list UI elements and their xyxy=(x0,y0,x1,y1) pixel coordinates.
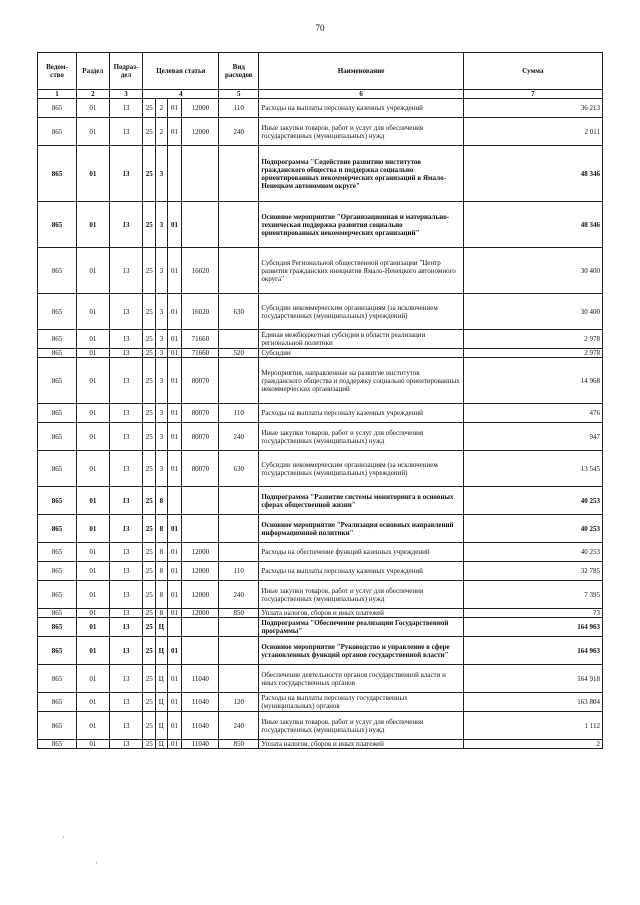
cell-subprogram: 8 xyxy=(156,515,168,543)
cell-direction: 80070 xyxy=(182,423,219,451)
cell-vid-rashodov xyxy=(219,248,259,294)
cell-podrazdel: 13 xyxy=(109,618,143,637)
cell-direction: 12000 xyxy=(182,99,219,118)
cell-vedomstvo: 865 xyxy=(38,404,77,423)
table-row xyxy=(38,451,603,487)
cell-summa: 2 011 xyxy=(463,118,602,146)
cell-summa: 40 253 xyxy=(463,543,602,562)
header-razdel: Раздел xyxy=(76,53,109,90)
cell-direction: 71660 xyxy=(182,349,219,358)
cell-vedomstvo: 865 xyxy=(38,358,77,404)
cell-program: 25 xyxy=(143,146,156,202)
cell-vedomstvo: 865 xyxy=(38,202,77,248)
cell-razdel: 01 xyxy=(76,451,109,487)
table-row xyxy=(38,146,603,202)
cell-event: 01 xyxy=(167,693,182,712)
cell-vedomstvo: 865 xyxy=(38,118,77,146)
cell-razdel: 01 xyxy=(76,515,109,543)
cell-vedomstvo: 865 xyxy=(38,146,77,202)
cell-direction: 11040 xyxy=(182,665,219,693)
cell-vedomstvo: 865 xyxy=(38,248,77,294)
cell-direction: 16020 xyxy=(182,248,219,294)
cell-summa: 14 968 xyxy=(463,358,602,404)
table-row xyxy=(38,294,603,330)
cell-podrazdel: 13 xyxy=(109,609,143,618)
cell-vedomstvo: 865 xyxy=(38,562,77,581)
cell-event xyxy=(167,146,182,202)
cell-naimenovanie: Подпрограмма "Обеспечение реализации Государственной программы" xyxy=(259,618,463,637)
cell-event: 01 xyxy=(167,451,182,487)
cell-subprogram: 3 xyxy=(156,146,168,202)
cell-subprogram: 8 xyxy=(156,543,168,562)
cell-subprogram: 3 xyxy=(156,349,168,358)
cell-program: 25 xyxy=(143,515,156,543)
table-row xyxy=(38,515,603,543)
table-row xyxy=(38,248,603,294)
cell-direction: 12000 xyxy=(182,118,219,146)
column-number: 4 xyxy=(143,90,219,99)
cell-naimenovanie: Иные закупки товаров, работ и услуг для обеспечения государственных (муниципальных) нужд xyxy=(259,712,463,740)
cell-summa: 476 xyxy=(463,404,602,423)
cell-razdel: 01 xyxy=(76,349,109,358)
table-row xyxy=(38,330,603,349)
header-podrazdel: Подраз-дел xyxy=(109,53,143,90)
scan-mark: · xyxy=(62,832,65,842)
budget-table xyxy=(37,52,603,749)
cell-summa: 48 346 xyxy=(463,202,602,248)
table-row xyxy=(38,423,603,451)
cell-program: 25 xyxy=(143,404,156,423)
column-number: 6 xyxy=(259,90,463,99)
table-row xyxy=(38,543,603,562)
cell-summa: 30 400 xyxy=(463,294,602,330)
cell-subprogram: 3 xyxy=(156,404,168,423)
cell-vid-rashodov xyxy=(219,358,259,404)
cell-direction: 12000 xyxy=(182,562,219,581)
cell-program: 25 xyxy=(143,543,156,562)
cell-vedomstvo: 865 xyxy=(38,665,77,693)
cell-naimenovanie: Уплата налогов, сборов и иных платежей xyxy=(259,609,463,618)
header-vid-rashodov: Вид расходов xyxy=(219,53,259,90)
cell-naimenovanie: Субсидии некоммерческим организациям (за исключением государственных (муниципальных) учреждений) xyxy=(259,451,463,487)
cell-naimenovanie: Мероприятия, направленные на развитие институтов гражданского общества и поддержку социально ориентированных некоммерческих организаций xyxy=(259,358,463,404)
cell-razdel: 01 xyxy=(76,543,109,562)
cell-vid-rashodov: 120 xyxy=(219,693,259,712)
cell-summa: 40 253 xyxy=(463,487,602,515)
cell-vid-rashodov: 520 xyxy=(219,349,259,358)
cell-razdel: 01 xyxy=(76,740,109,749)
cell-podrazdel: 13 xyxy=(109,118,143,146)
cell-summa: 947 xyxy=(463,423,602,451)
cell-subprogram: 3 xyxy=(156,294,168,330)
cell-subprogram: 3 xyxy=(156,451,168,487)
cell-direction: 80070 xyxy=(182,358,219,404)
scan-mark: · xyxy=(95,858,98,868)
cell-event: 01 xyxy=(167,740,182,749)
cell-direction: 12000 xyxy=(182,581,219,609)
cell-razdel: 01 xyxy=(76,581,109,609)
cell-program: 25 xyxy=(143,118,156,146)
cell-direction: 11040 xyxy=(182,712,219,740)
cell-naimenovanie: Расходы на выплаты персоналу государственных (муниципальных) органов xyxy=(259,693,463,712)
cell-subprogram: 8 xyxy=(156,562,168,581)
cell-program: 25 xyxy=(143,609,156,618)
cell-event: 01 xyxy=(167,609,182,618)
cell-program: 25 xyxy=(143,451,156,487)
cell-subprogram: 3 xyxy=(156,330,168,349)
cell-direction xyxy=(182,637,219,665)
cell-podrazdel: 13 xyxy=(109,693,143,712)
header-row xyxy=(38,53,603,90)
cell-vid-rashodov xyxy=(219,665,259,693)
cell-event: 01 xyxy=(167,562,182,581)
cell-vedomstvo: 865 xyxy=(38,740,77,749)
table-row xyxy=(38,99,603,118)
table-row xyxy=(38,618,603,637)
cell-naimenovanie: Расходы на выплаты персоналу казенных учреждений xyxy=(259,562,463,581)
cell-subprogram: Ц xyxy=(156,637,168,665)
cell-program: 25 xyxy=(143,294,156,330)
cell-razdel: 01 xyxy=(76,562,109,581)
table-row xyxy=(38,665,603,693)
cell-subprogram: Ц xyxy=(156,618,168,637)
cell-subprogram: 8 xyxy=(156,581,168,609)
cell-podrazdel: 13 xyxy=(109,423,143,451)
cell-razdel: 01 xyxy=(76,146,109,202)
cell-event: 01 xyxy=(167,404,182,423)
cell-vid-rashodov: 240 xyxy=(219,423,259,451)
cell-program: 25 xyxy=(143,423,156,451)
cell-podrazdel: 13 xyxy=(109,358,143,404)
cell-razdel: 01 xyxy=(76,665,109,693)
cell-podrazdel: 13 xyxy=(109,637,143,665)
cell-razdel: 01 xyxy=(76,712,109,740)
cell-direction: 11040 xyxy=(182,740,219,749)
cell-naimenovanie: Подпрограмма "Содействие развитию институтов гражданского общества и поддержка социально ориентированных некоммерческих организаций в Ямало-Ненецком автономном округе" xyxy=(259,146,463,202)
cell-summa: 2 978 xyxy=(463,330,602,349)
cell-razdel: 01 xyxy=(76,693,109,712)
cell-subprogram: Ц xyxy=(156,665,168,693)
cell-naimenovanie: Субсидии некоммерческим организациям (за исключением государственных (муниципальных) учреждений) xyxy=(259,294,463,330)
cell-direction: 12000 xyxy=(182,543,219,562)
cell-program: 25 xyxy=(143,665,156,693)
cell-direction xyxy=(182,487,219,515)
cell-subprogram: 3 xyxy=(156,358,168,404)
cell-razdel: 01 xyxy=(76,99,109,118)
cell-podrazdel: 13 xyxy=(109,248,143,294)
cell-razdel: 01 xyxy=(76,202,109,248)
cell-summa: 1 112 xyxy=(463,712,602,740)
cell-program: 25 xyxy=(143,637,156,665)
cell-vid-rashodov xyxy=(219,487,259,515)
cell-podrazdel: 13 xyxy=(109,404,143,423)
cell-direction xyxy=(182,618,219,637)
cell-podrazdel: 13 xyxy=(109,562,143,581)
cell-vedomstvo: 865 xyxy=(38,712,77,740)
cell-vedomstvo: 865 xyxy=(38,487,77,515)
cell-program: 25 xyxy=(143,562,156,581)
cell-vid-rashodov xyxy=(219,146,259,202)
header-celevaya-statya: Целевая статья xyxy=(143,53,219,90)
cell-razdel: 01 xyxy=(76,294,109,330)
cell-naimenovanie: Основное мероприятие "Реализация основных направлений информационной политики" xyxy=(259,515,463,543)
cell-vid-rashodov: 240 xyxy=(219,581,259,609)
cell-naimenovanie: Расходы на выплаты персоналу казенных учреждений xyxy=(259,404,463,423)
cell-podrazdel: 13 xyxy=(109,581,143,609)
cell-summa: 7 395 xyxy=(463,581,602,609)
table-row xyxy=(38,118,603,146)
cell-naimenovanie: Иные закупки товаров, работ и услуг для обеспечения государственных (муниципальных) нужд xyxy=(259,423,463,451)
cell-subprogram: Ц xyxy=(156,740,168,749)
cell-naimenovanie: Субсидии xyxy=(259,349,463,358)
column-number: 5 xyxy=(219,90,259,99)
cell-vid-rashodov xyxy=(219,618,259,637)
cell-summa: 164 963 xyxy=(463,618,602,637)
cell-vid-rashodov: 240 xyxy=(219,118,259,146)
cell-summa: 36 213 xyxy=(463,99,602,118)
cell-program: 25 xyxy=(143,99,156,118)
cell-event xyxy=(167,487,182,515)
cell-vedomstvo: 865 xyxy=(38,515,77,543)
cell-podrazdel: 13 xyxy=(109,349,143,358)
table-row xyxy=(38,609,603,618)
cell-naimenovanie: Уплата налогов, сборов и иных платежей xyxy=(259,740,463,749)
cell-podrazdel: 13 xyxy=(109,330,143,349)
cell-vedomstvo: 865 xyxy=(38,451,77,487)
cell-razdel: 01 xyxy=(76,248,109,294)
cell-razdel: 01 xyxy=(76,404,109,423)
cell-vedomstvo: 865 xyxy=(38,330,77,349)
cell-podrazdel: 13 xyxy=(109,740,143,749)
cell-summa: 30 400 xyxy=(463,248,602,294)
table-row xyxy=(38,202,603,248)
table-row xyxy=(38,712,603,740)
cell-direction: 11040 xyxy=(182,693,219,712)
cell-vedomstvo: 865 xyxy=(38,294,77,330)
cell-vid-rashodov xyxy=(219,202,259,248)
cell-direction: 12000 xyxy=(182,609,219,618)
cell-naimenovanie: Иные закупки товаров, работ и услуг для обеспечения государственных (муниципальных) нужд xyxy=(259,581,463,609)
column-number: 1 xyxy=(38,90,77,99)
cell-vid-rashodov: 110 xyxy=(219,562,259,581)
cell-direction: 80070 xyxy=(182,404,219,423)
cell-subprogram: 2 xyxy=(156,99,168,118)
cell-vedomstvo: 865 xyxy=(38,609,77,618)
cell-direction xyxy=(182,515,219,543)
cell-summa: 164 963 xyxy=(463,637,602,665)
cell-program: 25 xyxy=(143,358,156,404)
cell-summa: 2 978 xyxy=(463,349,602,358)
cell-vedomstvo: 865 xyxy=(38,423,77,451)
cell-naimenovanie: Единая межбюджетная субсидия в области реализации региональной политики xyxy=(259,330,463,349)
header-vedomstvo: Ведом-ство xyxy=(38,53,77,90)
cell-naimenovanie: Субсидия Региональной общественной организации "Центр развития гражданских инициатив Ямало-Ненецкого автономного округа" xyxy=(259,248,463,294)
cell-event: 01 xyxy=(167,248,182,294)
cell-event: 01 xyxy=(167,99,182,118)
cell-razdel: 01 xyxy=(76,358,109,404)
cell-program: 25 xyxy=(143,330,156,349)
cell-naimenovanie: Расходы на выплаты персоналу казенных учреждений xyxy=(259,99,463,118)
cell-summa: 32 785 xyxy=(463,562,602,581)
cell-subprogram: 8 xyxy=(156,609,168,618)
cell-vedomstvo: 865 xyxy=(38,637,77,665)
cell-event: 01 xyxy=(167,581,182,609)
cell-subprogram: 3 xyxy=(156,248,168,294)
cell-subprogram: Ц xyxy=(156,693,168,712)
cell-podrazdel: 13 xyxy=(109,543,143,562)
cell-razdel: 01 xyxy=(76,118,109,146)
table-row xyxy=(38,740,603,749)
cell-vid-rashodov: 630 xyxy=(219,294,259,330)
cell-direction xyxy=(182,202,219,248)
header-naimenovanie: Наименование xyxy=(259,53,463,90)
cell-razdel: 01 xyxy=(76,637,109,665)
cell-naimenovanie: Основное мероприятие "Руководство и управление в сфере установленных функций органов государственной власти" xyxy=(259,637,463,665)
cell-program: 25 xyxy=(143,618,156,637)
cell-naimenovanie: Обеспечение деятельности органов государственной власти и иных государственных органов xyxy=(259,665,463,693)
cell-naimenovanie: Иные закупки товаров, работ и услуг для обеспечения государственных (муниципальных) нужд xyxy=(259,118,463,146)
cell-event: 01 xyxy=(167,202,182,248)
cell-naimenovanie: Основное мероприятие "Организационная и материально-техническая поддержка развития социально ориентированных некоммерческих организаций" xyxy=(259,202,463,248)
cell-subprogram: 3 xyxy=(156,202,168,248)
cell-vid-rashodov: 630 xyxy=(219,451,259,487)
cell-vid-rashodov xyxy=(219,543,259,562)
cell-event: 01 xyxy=(167,118,182,146)
cell-event: 01 xyxy=(167,665,182,693)
cell-program: 25 xyxy=(143,712,156,740)
column-number: 2 xyxy=(76,90,109,99)
cell-program: 25 xyxy=(143,693,156,712)
cell-vid-rashodov xyxy=(219,330,259,349)
table-row xyxy=(38,562,603,581)
cell-vid-rashodov xyxy=(219,515,259,543)
cell-podrazdel: 13 xyxy=(109,487,143,515)
cell-summa: 2 xyxy=(463,740,602,749)
cell-summa: 48 346 xyxy=(463,146,602,202)
cell-vedomstvo: 865 xyxy=(38,543,77,562)
table-row xyxy=(38,693,603,712)
cell-event: 01 xyxy=(167,543,182,562)
table-row xyxy=(38,581,603,609)
cell-vid-rashodov: 850 xyxy=(219,609,259,618)
cell-razdel: 01 xyxy=(76,487,109,515)
cell-vedomstvo: 865 xyxy=(38,581,77,609)
cell-subprogram: Ц xyxy=(156,712,168,740)
cell-vid-rashodov xyxy=(219,637,259,665)
cell-podrazdel: 13 xyxy=(109,99,143,118)
cell-summa: 40 253 xyxy=(463,515,602,543)
cell-vedomstvo: 865 xyxy=(38,99,77,118)
cell-direction: 80070 xyxy=(182,451,219,487)
cell-podrazdel: 13 xyxy=(109,665,143,693)
column-number: 3 xyxy=(109,90,143,99)
cell-subprogram: 8 xyxy=(156,487,168,515)
cell-program: 25 xyxy=(143,581,156,609)
header-summa: Сумма xyxy=(463,53,602,90)
cell-vid-rashodov: 110 xyxy=(219,99,259,118)
cell-naimenovanie: Подпрограмма "Развитие системы мониторинга в основных сферах общественной жизни" xyxy=(259,487,463,515)
cell-vedomstvo: 865 xyxy=(38,349,77,358)
cell-naimenovanie: Расходы на обеспечение функций казенных учреждений xyxy=(259,543,463,562)
cell-program: 25 xyxy=(143,487,156,515)
cell-direction xyxy=(182,146,219,202)
cell-podrazdel: 13 xyxy=(109,294,143,330)
cell-event: 01 xyxy=(167,712,182,740)
cell-razdel: 01 xyxy=(76,423,109,451)
cell-program: 25 xyxy=(143,248,156,294)
cell-event: 01 xyxy=(167,349,182,358)
cell-vid-rashodov: 850 xyxy=(219,740,259,749)
cell-summa: 163 804 xyxy=(463,693,602,712)
cell-vid-rashodov: 110 xyxy=(219,404,259,423)
cell-event: 01 xyxy=(167,294,182,330)
cell-podrazdel: 13 xyxy=(109,451,143,487)
cell-event: 01 xyxy=(167,515,182,543)
cell-event: 01 xyxy=(167,637,182,665)
cell-podrazdel: 13 xyxy=(109,515,143,543)
cell-vedomstvo: 865 xyxy=(38,618,77,637)
cell-event: 01 xyxy=(167,358,182,404)
cell-event: 01 xyxy=(167,330,182,349)
cell-podrazdel: 13 xyxy=(109,146,143,202)
table-row xyxy=(38,487,603,515)
cell-program: 25 xyxy=(143,349,156,358)
page-number: 70 xyxy=(315,23,325,33)
cell-podrazdel: 13 xyxy=(109,712,143,740)
table-row xyxy=(38,349,603,358)
cell-program: 25 xyxy=(143,740,156,749)
cell-podrazdel: 13 xyxy=(109,202,143,248)
column-number-row xyxy=(38,90,603,99)
cell-summa: 164 918 xyxy=(463,665,602,693)
cell-program: 25 xyxy=(143,202,156,248)
cell-direction: 16020 xyxy=(182,294,219,330)
cell-summa: 73 xyxy=(463,609,602,618)
cell-event: 01 xyxy=(167,423,182,451)
cell-razdel: 01 xyxy=(76,609,109,618)
cell-vid-rashodov: 240 xyxy=(219,712,259,740)
table-row xyxy=(38,358,603,404)
cell-summa: 13 545 xyxy=(463,451,602,487)
cell-razdel: 01 xyxy=(76,618,109,637)
cell-subprogram: 2 xyxy=(156,118,168,146)
cell-event xyxy=(167,618,182,637)
table-row xyxy=(38,637,603,665)
table-row xyxy=(38,404,603,423)
cell-direction: 71660 xyxy=(182,330,219,349)
cell-vedomstvo: 865 xyxy=(38,693,77,712)
column-number: 7 xyxy=(463,90,602,99)
cell-subprogram: 3 xyxy=(156,423,168,451)
cell-razdel: 01 xyxy=(76,330,109,349)
